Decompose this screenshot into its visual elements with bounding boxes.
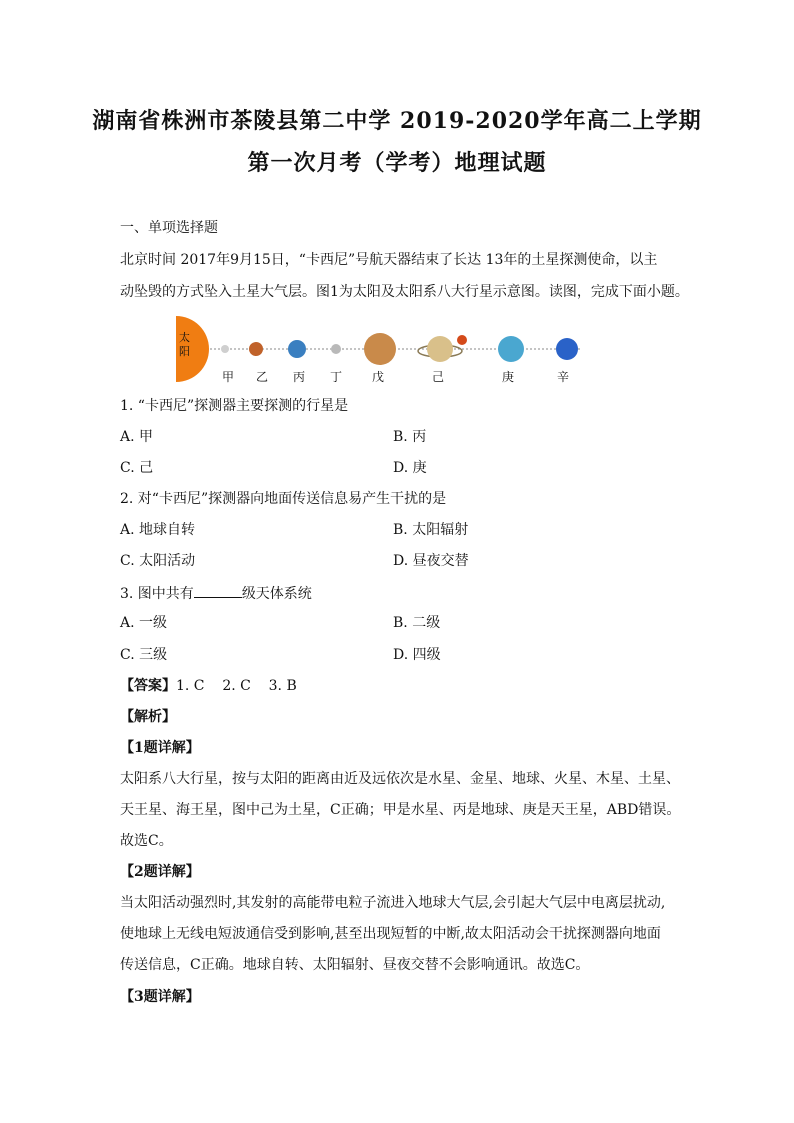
uranus-icon (498, 336, 524, 362)
q3-analysis-heading: 【3题详解】 (120, 989, 200, 1005)
q2-analysis-heading: 【2题详解】 (120, 864, 200, 880)
neptune-icon (556, 338, 578, 360)
saturn-icon (427, 336, 453, 362)
answer-line (120, 677, 297, 695)
answer-label: 【答案】 (120, 678, 176, 694)
q3-stem-before: 3. 图中共有 (120, 586, 194, 602)
planet-label: 庚 (502, 370, 515, 384)
q2-option-a: A. 地球自转 (120, 522, 196, 538)
planet-label: 丁 (330, 370, 343, 384)
planet-label: 乙 (256, 370, 269, 384)
q2-stem: 2. 对“卡西尼”探测器向地面传送信息易产生干扰的是 (120, 491, 447, 507)
analysis-label: 【解析】 (120, 709, 176, 725)
planet-label: 丙 (293, 370, 306, 384)
q2-analysis-line-2: 使地球上无线电短波通信受到影响,甚至出现短暂的中断,故太阳活动会干扰探测器向地面 (120, 926, 661, 942)
q3-option-c: C. 三级 (120, 647, 168, 663)
q1-analysis-heading: 【1题详解】 (120, 740, 200, 756)
q2-option-d: D. 昼夜交替 (393, 553, 469, 569)
q1-option-d: D. 庚 (393, 460, 427, 476)
q3-stem-after: 级天体系统 (241, 586, 312, 602)
saturn-moon-icon (457, 335, 467, 345)
q1-option-a: A. 甲 (120, 429, 154, 445)
q2-option-b: B. 太阳辐射 (393, 522, 469, 538)
q1-option-b: B. 丙 (393, 429, 427, 445)
answer-text: 1. C 2. C 3. B (176, 678, 297, 694)
mars-icon (331, 344, 341, 354)
sun-label-char-1: 太阳 (179, 331, 190, 358)
paper-title-line2: 第一次月考（学考）地理试题 (247, 150, 547, 176)
q2-analysis-line-1: 当太阳活动强烈时,其发射的高能带电粒子流进入地球大气层,会引起大气层中电离层扰动, (120, 895, 666, 911)
solar-system-figure (170, 313, 590, 385)
planet-label: 甲 (222, 370, 235, 384)
planet-label: 戊 (372, 370, 385, 384)
venus-icon (249, 342, 263, 356)
intro-line-2: 动坠毁的方式坠入土星大气层。图1为太阳及太阳系八大行星示意图。读图，完成下面小题。 (120, 284, 689, 300)
q1-analysis-line-1: 太阳系八大行星，按与太阳的距离由近及远依次是水星、金星、地球、火星、木星、土星、 (120, 771, 680, 787)
planet-label: 辛 (557, 370, 570, 384)
intro-line-1: 北京时间 2017年9月15日，“卡西尼”号航天器结束了长达 13年的土星探测使命，以主 (120, 252, 658, 268)
planet-label: 己 (432, 370, 445, 384)
q3-option-d: D. 四级 (393, 647, 441, 663)
q3-fill-blank (194, 583, 242, 598)
q1-analysis-line-2: 天王星、海王星，图中己为土星，C正确；甲是水星、丙是地球、庚是天王星，ABD错误。 (120, 802, 681, 818)
earth-icon (288, 340, 306, 358)
q3-option-a: A. 一级 (120, 615, 168, 631)
q2-option-c: C. 太阳活动 (120, 553, 196, 569)
jupiter-icon (364, 333, 396, 365)
paper-title-line1: 湖南省株洲市茶陵县第二中学 2019-2020学年高二上学期 (92, 108, 702, 134)
q1-analysis-line-3: 故选C。 (120, 833, 173, 849)
q1-stem: 1. “卡西尼”探测器主要探测的行星是 (120, 398, 349, 414)
q2-analysis-line-3: 传送信息，C正确。地球自转、太阳辐射、昼夜交替不会影响通讯。故选C。 (120, 957, 590, 973)
q3-stem (120, 583, 312, 603)
q1-option-c: C. 己 (120, 460, 154, 476)
section-heading: 一、单项选择题 (120, 220, 218, 236)
q3-option-b: B. 二级 (393, 615, 441, 631)
mercury-icon (221, 345, 229, 353)
